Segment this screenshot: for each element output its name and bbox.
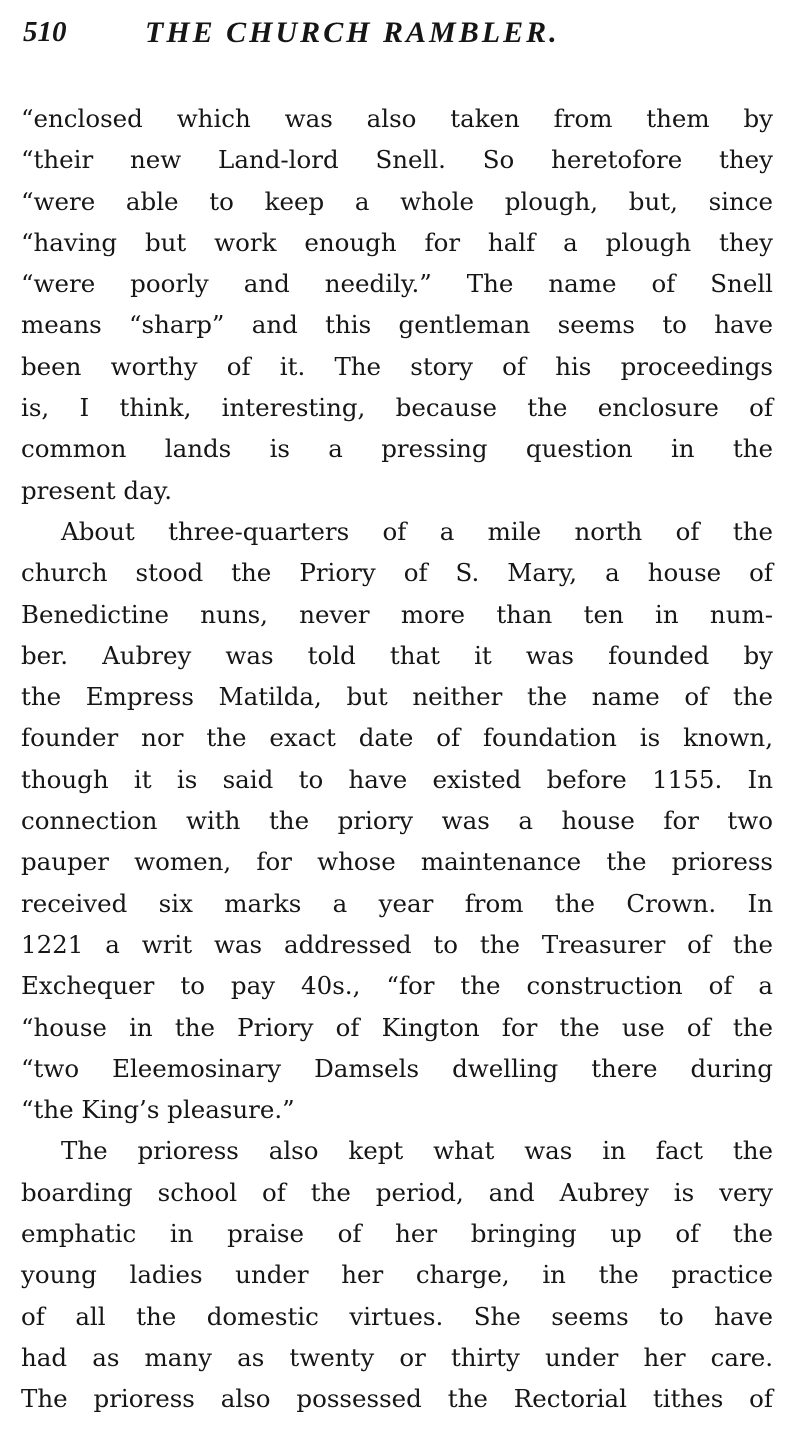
text-line: “house in the Priory of Kington for the use of the [21, 1012, 773, 1042]
text-line: “the King’s pleasure.” [21, 1095, 295, 1125]
text-line: “enclosed which was also taken from them by [21, 104, 773, 133]
text-line: emphatic in praise of her bringing up of the [21, 1219, 773, 1249]
text-line: pauper women, for whose maintenance the prioress [21, 847, 773, 877]
text-line: ber. Aubrey was told that it was founded by [21, 640, 773, 670]
text-line: boarding school of the period, and Aubrey is very [21, 1177, 773, 1207]
text-line: received six marks a year from the Crown. In [21, 888, 773, 918]
text-line: common lands is a pressing question in the [21, 434, 773, 464]
running-title: THE CHURCH RAMBLER. [145, 16, 560, 49]
text-line: About three-quarters of a mile north of the [61, 516, 773, 546]
text-line: founder nor the exact date of foundation is known, [21, 723, 773, 753]
text-line: means “sharp” and this gentleman seems to have [21, 310, 773, 340]
text-line: is, I think, interesting, because the enclosure of [21, 393, 773, 423]
text-line: “their new Land-lord Snell. So heretofore they [21, 145, 773, 175]
body-text [21, 98, 773, 1420]
text-line: “were able to keep a whole plough, but, since [21, 186, 773, 216]
text-line: connection with the priory was a house for two [21, 806, 773, 836]
text-line: “were poorly and needily.” The name of Snell [21, 269, 773, 299]
text-line: church stood the Priory of S. Mary, a house of [21, 558, 773, 588]
text-line: The prioress also possessed the Rectorial tithes of [21, 1384, 773, 1414]
paragraph [21, 98, 773, 511]
book-page [21, 12, 773, 1420]
text-line: had as many as twenty or thirty under her care. [21, 1342, 773, 1372]
text-line: present day. [21, 475, 173, 505]
text-line: “two Eleemosinary Damsels dwelling there during [21, 1053, 773, 1083]
text-line: the Empress Matilda, but neither the name of the [21, 682, 773, 712]
paragraph [21, 511, 773, 1130]
text-line: been worthy of it. The story of his proceedings [21, 351, 773, 381]
text-line: though it is said to have existed before 1155. In [21, 764, 773, 794]
page-number: 510 [23, 16, 67, 48]
text-line: “having but work enough for half a plough they [21, 227, 773, 257]
text-line: 1221 a writ was addressed to the Treasurer of the [21, 929, 773, 959]
text-line: of all the domestic virtues. She seems to have [21, 1301, 773, 1331]
text-line: Exchequer to pay 40s., “for the construction of a [21, 971, 773, 1001]
paragraph [21, 1130, 773, 1419]
text-line: Benedictine nuns, never more than ten in num- [21, 599, 773, 629]
text-line: young ladies under her charge, in the practice [21, 1260, 773, 1290]
page-header [21, 12, 773, 60]
text-line: The prioress also kept what was in fact the [61, 1136, 773, 1166]
